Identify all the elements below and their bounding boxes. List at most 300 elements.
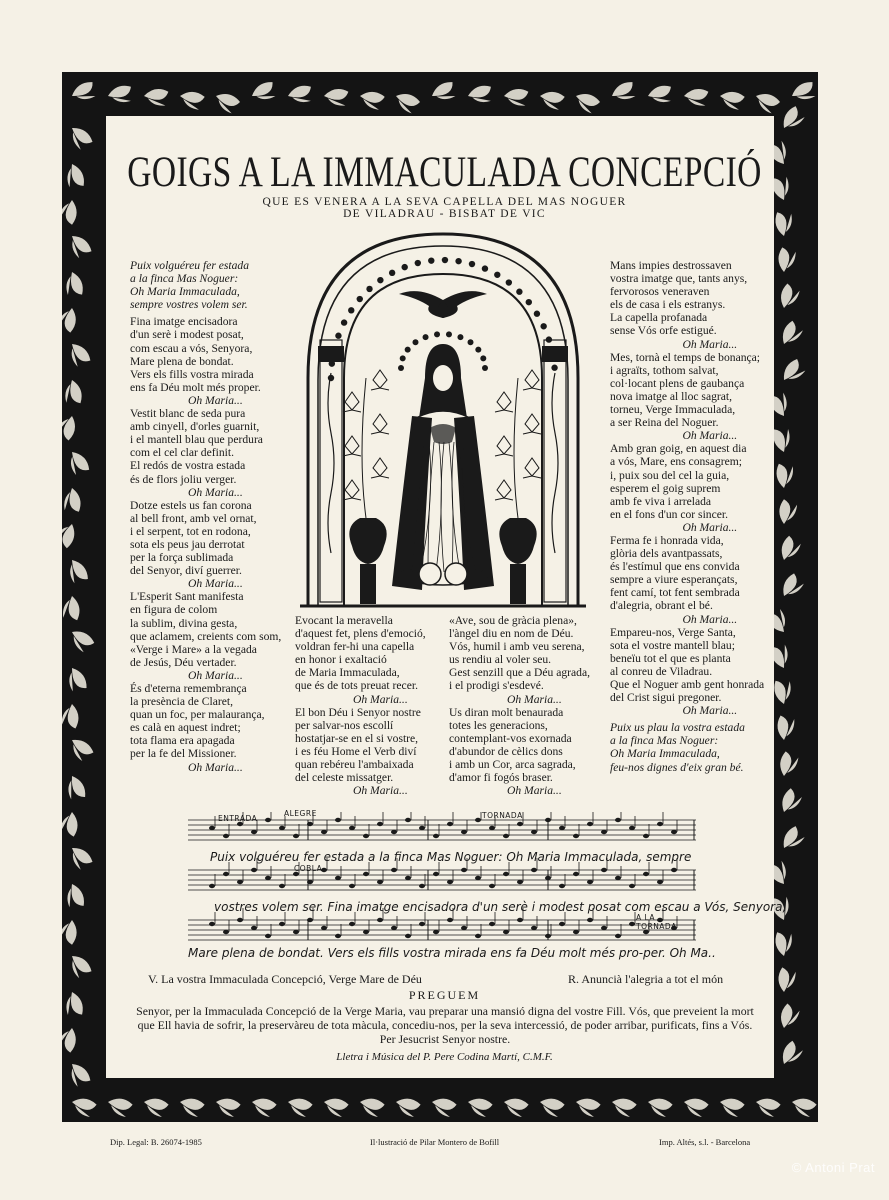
- arch-bead: [442, 257, 448, 263]
- verse-line: d'un serè i modest posat,: [130, 328, 244, 342]
- border-leaf: [62, 413, 79, 441]
- music-note: [391, 868, 397, 872]
- arch-bead: [377, 277, 383, 283]
- music-note: [377, 822, 383, 826]
- verse-line: en el fons d'un cor sincer.: [610, 507, 728, 521]
- border-leaf: [62, 703, 80, 729]
- music-note: [475, 876, 481, 880]
- border-leaf: [538, 88, 566, 110]
- verse-line: Mes, tornà el temps de bonança;: [610, 350, 761, 364]
- verse-line: per salvar-nos escollí: [295, 718, 394, 732]
- verse-line: vostra imatge que, tants anys,: [610, 272, 748, 286]
- music-note: [251, 868, 257, 872]
- border-leaf: [769, 643, 792, 671]
- music-note: [587, 880, 593, 884]
- border-leaf: [64, 774, 87, 802]
- verses-middle-column-1: [295, 614, 426, 797]
- music-note: [419, 884, 425, 888]
- music-note: [405, 876, 411, 880]
- border-leaf: [778, 825, 806, 854]
- verse-line: Dotze estels us fan corona: [130, 498, 252, 512]
- music-note: [475, 934, 481, 938]
- music-note: [615, 818, 621, 822]
- music-note: [601, 830, 607, 834]
- arch-bead: [415, 260, 421, 266]
- verse-line: a la finca Mas Noguer:: [610, 734, 719, 748]
- verse-line: del celeste missatger.: [295, 771, 394, 785]
- music-note: [293, 834, 299, 838]
- music-note: [657, 822, 663, 826]
- music-note: [517, 880, 523, 884]
- border-leaf: [753, 1094, 781, 1118]
- music-note: [657, 880, 663, 884]
- verse-line: l'àngel diu en nom de Déu.: [449, 627, 574, 641]
- verse-line: al conreu de Viladrau.: [610, 664, 713, 678]
- arch-bead: [348, 307, 354, 313]
- verse-line: i el prodigi s'esdevé.: [449, 679, 544, 693]
- border-leaf: [609, 80, 637, 104]
- prayer-text: Senyor, per la Immaculada Concepció de la Verge Maria, vau preparar una mansió digna del vostre Fill. Vós, que preveient la mort que Ell havia de sofrir, la preservàreu de tota màcula, concediu-nos, per la seva intercessió, de poder arribar, purificats, fins a Vós. Per Jesucrist Senyor nostre.: [136, 1004, 754, 1046]
- music-note: [237, 918, 243, 922]
- border-leaf: [67, 626, 96, 654]
- music-note: [377, 918, 383, 922]
- music-note: [321, 830, 327, 834]
- refrain-line: Oh Maria...: [449, 784, 562, 798]
- music-note: [349, 884, 355, 888]
- verse-line: La capella profanada: [610, 311, 708, 325]
- refrain-line: Oh Maria...: [610, 429, 738, 443]
- music-note: [335, 818, 341, 822]
- verse-line: El bon Déu i Senyor nostre: [295, 705, 421, 719]
- music-label-a-la-tornada: A LA TORNADA: [636, 913, 677, 931]
- verse-line: amb cinyell, d'orles guarnit,: [130, 420, 260, 434]
- border-leaf: [765, 607, 791, 636]
- music-note: [559, 922, 565, 926]
- border-leaf: [66, 843, 94, 872]
- verse-line: la presència de Claret,: [130, 695, 234, 709]
- verse-line: Ferma fe i honrada vida,: [610, 533, 724, 547]
- border-leaf: [775, 932, 792, 957]
- music-note: [573, 930, 579, 934]
- border-leaf: [501, 1094, 529, 1118]
- arch-bead: [389, 270, 395, 276]
- music-note: [461, 830, 467, 834]
- verse-line: El redós de vostra estada: [130, 459, 246, 473]
- music-note: [265, 876, 271, 880]
- arch-bead: [506, 279, 512, 285]
- border-leaf: [776, 715, 795, 741]
- halo-star: [482, 365, 488, 371]
- border-leaf: [63, 596, 80, 621]
- music-note: [265, 934, 271, 938]
- verse-line: feu-nos dignes d'eix gran bé.: [610, 760, 744, 774]
- lily-flower: [495, 480, 513, 500]
- verse-line: a ser Reina del Noguer.: [610, 416, 719, 430]
- music-note: [209, 922, 215, 926]
- immaculate-conception-illustration: [300, 228, 586, 608]
- music-note: [447, 918, 453, 922]
- music-note: [391, 830, 397, 834]
- music-note: [237, 880, 243, 884]
- border-leaf: [718, 88, 746, 110]
- music-note: [279, 826, 285, 830]
- music-note: [489, 922, 495, 926]
- verse-line: que és de tots preuat recer.: [295, 679, 418, 693]
- refrain-line: Oh Maria...: [610, 612, 738, 626]
- halo-star: [457, 334, 463, 340]
- verse-line: quan un foc, per malaurança,: [130, 708, 265, 722]
- verse-line: és de flors joliu verger.: [130, 472, 237, 486]
- music-note: [209, 826, 215, 830]
- border-leaf: [65, 1060, 92, 1089]
- border-leaf: [64, 379, 83, 405]
- border-leaf: [64, 488, 81, 513]
- border-leaf: [573, 1094, 601, 1118]
- border-leaf: [776, 247, 796, 273]
- border-leaf: [777, 1003, 801, 1031]
- subtitle-line-2: DE VILADRAU - BISBAT DE VIC: [343, 208, 546, 220]
- border-leaf: [66, 123, 94, 152]
- border-leaf: [778, 105, 806, 134]
- music-note: [517, 918, 523, 922]
- verse-line: fervorosos veneraven: [610, 285, 710, 299]
- music-note: [349, 826, 355, 830]
- music-note: [615, 876, 621, 880]
- border-leaf: [64, 271, 84, 297]
- verse-line: de Maria Immaculada,: [295, 666, 400, 680]
- music-note: [461, 926, 467, 930]
- border-leaf: [357, 1094, 385, 1118]
- border-leaf: [62, 520, 79, 549]
- border-leaf: [647, 85, 673, 105]
- music-note: [209, 884, 215, 888]
- border-leaf: [212, 89, 241, 115]
- lily-flower: [371, 414, 389, 434]
- music-note: [629, 826, 635, 830]
- verse-line: nova imatge al lloc sagrat,: [610, 389, 733, 403]
- verse-line: en figura de colom: [130, 603, 218, 617]
- verse-line: Amb gran goig, en aquest dia: [610, 442, 747, 456]
- verse-line: Vers els fills vostra mirada: [130, 367, 254, 381]
- border-leaf: [64, 665, 88, 693]
- music-note: [615, 934, 621, 938]
- music-note: [573, 834, 579, 838]
- verse-line: es calà en aquest indret;: [130, 721, 241, 735]
- versicle: V. La vostra Immaculada Concepció, Verge Mare de Déu: [148, 972, 422, 986]
- refrain-line: Oh Maria...: [295, 784, 408, 798]
- halo-star: [423, 334, 429, 340]
- music-note: [363, 834, 369, 838]
- halo-star: [468, 339, 474, 345]
- lily-flower: [343, 436, 361, 456]
- verse-line: Empareu-nos, Verge Santa,: [610, 625, 736, 639]
- border-leaf: [323, 88, 348, 106]
- border-leaf: [393, 1094, 421, 1118]
- verse-line: Puix us plau la vostra estada: [610, 721, 745, 735]
- music-label-tornada: TORNADA: [482, 811, 523, 820]
- verse-line: i amb un Cor, arca sagrada,: [449, 758, 576, 772]
- music-note: [573, 872, 579, 876]
- border-leaf: [789, 1094, 817, 1118]
- verses-middle-column-2: [449, 614, 590, 797]
- subtitle-line-1: QUE ES VENERA A LA SEVA CAPELLA DEL MAS NOGUER: [262, 196, 627, 208]
- arch-bead: [482, 265, 488, 271]
- music-note: [601, 926, 607, 930]
- music-lyrics-line-3: Mare plena de bondat. Vers els fills vostra mirada ens fa Déu molt més pro-per. Oh Ma..: [188, 946, 716, 960]
- verse-line: sempre a viure esperançats,: [610, 573, 738, 587]
- verse-line: sense Vós orfe estigué.: [610, 324, 717, 338]
- verse-line: d'alegria, obrant el bé.: [610, 599, 713, 613]
- music-note: [251, 830, 257, 834]
- arch-bead: [455, 258, 461, 264]
- music-note: [503, 930, 509, 934]
- verse-line: ens fa Déu molt més proper.: [130, 380, 261, 394]
- halo-star: [405, 347, 411, 353]
- music-note: [517, 822, 523, 826]
- music-note: [531, 926, 537, 930]
- lily-flower: [523, 458, 541, 478]
- verse-line: col·locant plens de gaubança: [610, 376, 745, 390]
- verse-line: sota els peus jau derrotat: [130, 537, 245, 551]
- arch-bead: [516, 289, 522, 295]
- music-note: [293, 930, 299, 934]
- music-note: [265, 818, 271, 822]
- verse-line: és l'estímul que ens convida: [610, 560, 740, 574]
- footer-legal-deposit: Dip. Legal: B. 26074-1985: [110, 1137, 202, 1147]
- lily-flower: [495, 392, 513, 412]
- border-leaf: [776, 499, 798, 526]
- verse-line: Oh Maria Immaculada,: [610, 747, 720, 761]
- halo-star: [446, 331, 452, 337]
- verse-line: Evocant la meravella: [295, 614, 393, 627]
- verse-line: la sublim, divina gesta,: [130, 616, 238, 630]
- border-leaf: [503, 88, 528, 106]
- verse-line: Mans impies destrossaven: [610, 259, 732, 272]
- verse-line: esperem el goig suprem: [610, 481, 721, 495]
- verse-line: És d'eterna remembrança: [130, 682, 247, 695]
- lily-flower: [371, 458, 389, 478]
- border-leaf: [776, 464, 793, 489]
- verse-line: i es féu Home el Verb diví: [295, 744, 417, 758]
- music-label-cobla: COBLA: [294, 864, 323, 873]
- verse-line: «Verge i Mare» a la vegada: [130, 642, 257, 656]
- verse-line: Mare plena de bondat.: [130, 354, 234, 368]
- arch-bead: [494, 272, 500, 278]
- verse-line: glòria dels avantpassats,: [610, 547, 723, 561]
- music-note: [531, 830, 537, 834]
- lily-flower: [343, 480, 361, 500]
- verse-line: per la fe del Missioner.: [130, 747, 237, 761]
- border-leaf: [776, 751, 799, 779]
- music-note: [671, 830, 677, 834]
- halo-star: [475, 347, 481, 353]
- verse-line: Us diran molt benaurada: [449, 705, 564, 719]
- music-note: [433, 834, 439, 838]
- lily-flower: [523, 370, 541, 390]
- verse-line: d'abundor de cèlics dons: [449, 744, 563, 758]
- border-leaf: [392, 89, 421, 115]
- music-note: [363, 872, 369, 876]
- verse-line: amb fe viva i arrelada: [610, 494, 712, 508]
- arch-bead: [551, 365, 557, 371]
- verse-line: com escau a vós, Senyora,: [130, 341, 253, 355]
- verse-line: de Jesús, Déu vertader.: [130, 655, 237, 669]
- refrain-line: Oh Maria...: [130, 577, 243, 591]
- music-note: [349, 922, 355, 926]
- border-leaf: [358, 88, 386, 110]
- music-note: [251, 926, 257, 930]
- border-leaf: [681, 1094, 709, 1118]
- arch-bead: [357, 296, 363, 302]
- music-note: [447, 822, 453, 826]
- border-leaf: [683, 88, 708, 106]
- verse-line: Vestit blanc de seda pura: [130, 407, 246, 421]
- border-leaf: [717, 1094, 745, 1118]
- verse-line: en honor i exaltació: [295, 653, 387, 667]
- verse-line: fent camí, tot fent sembrada: [610, 586, 740, 600]
- refrain-line: Oh Maria...: [449, 692, 562, 706]
- border-leaf: [572, 89, 601, 115]
- border-leaf: [778, 572, 806, 601]
- border-leaf: [774, 679, 793, 705]
- verse-line: del Crist sigui pregoner.: [610, 691, 722, 705]
- verse-line: i agraïts, tothom salvat,: [610, 363, 719, 377]
- border-leaf: [789, 80, 817, 104]
- verse-line: i, puix sou del cel la guia,: [610, 468, 730, 482]
- refrain-line: Oh Maria...: [610, 337, 738, 351]
- border-leaf: [249, 1094, 277, 1118]
- arch-bead: [428, 257, 434, 263]
- verse-line: Gest senzill que a Déu agrada,: [449, 666, 590, 680]
- border-leaf: [287, 85, 313, 105]
- music-note: [601, 868, 607, 872]
- border-leaf: [65, 340, 92, 369]
- music-label-entrada: ENTRADA: [218, 814, 258, 823]
- border-leaf: [213, 1094, 241, 1118]
- lily-stem: [514, 378, 518, 518]
- arch-bead: [401, 264, 407, 270]
- music-note: [391, 926, 397, 930]
- music-note: [629, 922, 635, 926]
- arch-bead: [534, 311, 540, 317]
- verse-line: contemplant-vos exornada: [449, 731, 572, 745]
- border-leaf: [429, 1094, 457, 1118]
- verse-line: sempre vostres volem ser.: [130, 298, 248, 312]
- verse-line: L'Esperit Sant manifesta: [130, 590, 244, 604]
- verse-line: i el mantell blau que perdura: [130, 433, 263, 447]
- refrain-line: Oh Maria...: [130, 668, 243, 682]
- music-score: [188, 809, 787, 962]
- verse-line: quan rebéreu l'ambaixada: [295, 758, 414, 772]
- refrain-line: Oh Maria...: [610, 704, 738, 718]
- verse-line: us rendiu al voler seu.: [449, 653, 552, 667]
- music-note: [377, 880, 383, 884]
- border-leaf: [285, 1094, 313, 1118]
- border-leaf: [69, 1094, 97, 1118]
- verse-line: beneïu tot el que es planta: [610, 651, 731, 665]
- border-leaf: [64, 556, 89, 585]
- verse-line: sota el vostre mantell blau;: [610, 638, 735, 652]
- border-leaf: [66, 734, 95, 762]
- border-leaf: [465, 1094, 493, 1118]
- music-note: [447, 880, 453, 884]
- lily-flower: [343, 392, 361, 412]
- music-note: [335, 934, 341, 938]
- music-note: [363, 930, 369, 934]
- verse-line: d'aquest fet, plens d'emoció,: [295, 627, 426, 641]
- border-leaf: [772, 427, 792, 453]
- verse-line: Puix volguéreu fer estada: [130, 259, 250, 272]
- music-note: [321, 926, 327, 930]
- verse-line: «Ave, sou de gràcia plena»,: [449, 614, 577, 627]
- footer-printer: Imp. Altés, s.l. - Barcelona: [659, 1137, 751, 1147]
- verse-line: Que el Noguer amb gent honrada: [610, 678, 765, 691]
- border-leaf: [645, 1094, 673, 1118]
- border-leaf: [768, 391, 792, 419]
- footer-illustration-credit: Il·lustració de Pilar Montero de Bofill: [370, 1137, 500, 1147]
- music-lyrics-line-1: Puix volguéreu fer estada a la finca Mas Noguer: Oh Maria Immaculada, sempre: [210, 850, 692, 864]
- verse-line: a vós, Mare, ens consagrem;: [610, 455, 742, 469]
- arch-bead: [526, 299, 532, 305]
- verse-line: Vós, humil i amb veu serena,: [449, 640, 585, 654]
- page-title: GOIGS A LA IMMACULADA CONCEPCIÓ: [127, 149, 762, 196]
- verse-line: que aclamem, creients com som,: [130, 629, 282, 643]
- arch-bead: [540, 323, 546, 329]
- halo-star: [398, 365, 404, 371]
- refrain-line: Oh Maria...: [130, 393, 243, 407]
- response: R. Anuncià l'alegria a tot el món: [568, 972, 724, 986]
- music-label-alegre: ALEGRE: [284, 809, 317, 818]
- music-note: [419, 826, 425, 830]
- verse-line: hostatjar-se en el si vostre,: [295, 731, 419, 745]
- music-note: [405, 934, 411, 938]
- music-note: [335, 876, 341, 880]
- halo-star: [412, 339, 418, 345]
- border-leaf: [766, 859, 791, 888]
- verse-line: torneu, Verge Immaculada,: [610, 403, 736, 417]
- border-leaf: [65, 448, 91, 477]
- verse-line: tota flama era apagada: [130, 734, 235, 748]
- lily-flower: [523, 414, 541, 434]
- music-note: [223, 872, 229, 876]
- arch-bead: [335, 333, 341, 339]
- music-note: [433, 872, 439, 876]
- music-note: [279, 884, 285, 888]
- border-leaf: [429, 80, 457, 104]
- halo-star: [434, 331, 440, 337]
- arch-bead: [366, 286, 372, 292]
- border-leaf: [178, 88, 206, 110]
- lily-flower: [495, 436, 513, 456]
- border-leaf: [65, 951, 93, 980]
- music-staves: [188, 812, 698, 962]
- border-leaf: [65, 231, 93, 260]
- music-note: [531, 868, 537, 872]
- verses-right-column: [610, 259, 764, 774]
- border-leaf: [321, 1094, 349, 1118]
- music-note: [223, 834, 229, 838]
- border-leaf: [777, 787, 803, 816]
- border-leaf: [143, 88, 168, 106]
- border-leaf: [752, 89, 781, 115]
- author-credit: Lletra i Música del P. Pere Codina Martí, C.M.F.: [336, 1051, 553, 1063]
- verses-left-column: [130, 259, 281, 774]
- preguem-heading: PREGUEM: [408, 988, 481, 1002]
- music-lyrics-line-2: vostres volem ser. Fina imatge encisadora d'un serè i modest posat com escau a Vós, Senyora,: [214, 900, 787, 914]
- refrain-line: Oh Maria...: [130, 760, 243, 774]
- border-leaf: [777, 283, 801, 311]
- refrain-line: Oh Maria...: [130, 485, 243, 499]
